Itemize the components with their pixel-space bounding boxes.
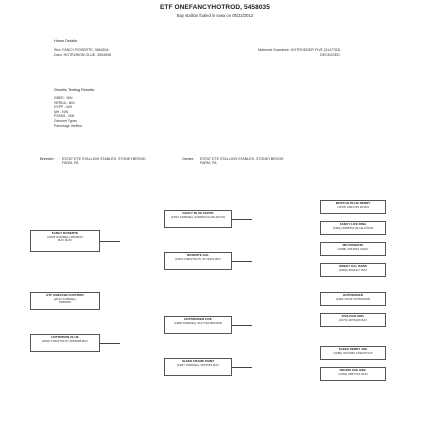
genetic-test-line: HERDA - N/N <box>54 100 75 105</box>
pedigree-dam <box>30 334 100 352</box>
genetic-test-line: GBED - N/N <box>54 96 73 100</box>
horse-info: (1981) 3068451 BLUE ROAN <box>332 225 374 230</box>
horse-info: (1982) 2933417 BAY <box>338 267 368 272</box>
pedigree-gen4-2 <box>320 221 386 235</box>
genetic-testing-list <box>54 96 82 128</box>
horse-name: ETF ONEFANCYHOTROD <box>46 293 84 297</box>
horse-info: (1981) 3031745 BROWN <box>335 296 371 301</box>
horse-info: (1994 SORREL) 3160843 ALOE ROAN <box>170 214 226 219</box>
horse-name: FANCY LIFE RINA <box>339 222 367 226</box>
genetic-test-line: Parentage Verified <box>54 123 82 128</box>
horse-name: ROUND ACE GIRL <box>339 368 367 372</box>
horse-name: MOSTLIE BLUE BERRY <box>335 201 371 205</box>
pedigree-gen4-7 <box>320 346 386 360</box>
horse-info: (2003 SORREL) 3864534 <box>47 234 83 239</box>
horse-name: MR ROSERTE <box>342 243 364 247</box>
horse-info: (1993 CHESTNUT) 3172541 BAY <box>174 256 222 261</box>
horse-info: BAY RUN <box>58 238 72 243</box>
pedigree-subject <box>30 292 100 310</box>
horse-name: HOTRODDER FIVE <box>184 317 212 321</box>
pedigree-gen3-1 <box>164 210 232 228</box>
horse-details-line-2: Dam: HOTROBON OLUE, 3054598 <box>54 53 112 57</box>
breeder-value: ESTAT ETE STALLION STABLES, STONEYBROOK FARM, PA <box>62 157 146 166</box>
horse-details-line-3-sub: DECEASED <box>320 53 340 57</box>
pedigree-connector <box>232 219 252 220</box>
horse-info: (1988 SORREL) 3147763 BROWN <box>173 320 223 325</box>
pedigree-connector <box>100 241 120 242</box>
pedigree-sire <box>30 230 100 252</box>
horse-name: SLEEK FRAME PAINT <box>181 359 215 363</box>
pedigree-gen3-4 <box>164 358 232 376</box>
horse-details-line-1: Sire: FANCY ROSERTE, 3864534 <box>54 48 109 52</box>
pedigree-connector <box>232 261 252 262</box>
horse-name: HOTROBON OLUE <box>51 335 79 339</box>
pedigree-gen4-6 <box>320 313 386 327</box>
horse-info: (1980) 3014582 CHESTNUT <box>333 350 373 355</box>
genetic-test-line: MH - N/N <box>54 109 69 114</box>
pedigree-gen3-2 <box>164 252 232 270</box>
horse-info: (2000 CHESTNUT) 3054598 BAY <box>41 338 89 343</box>
horse-details-line-3: Maternal Grandsire: HOTRODDER FIVE (3147763) <box>258 48 341 52</box>
genetic-test-line: Genome Types <box>54 118 77 123</box>
page-title: ETF ONEFANCYHOTROD, 5458035 <box>160 4 270 11</box>
genetic-testing-heading: Genetic Testing Results: <box>54 88 95 92</box>
owner-value: ESTAT ETE STALLION STABLES, STONEYBROOK FARM, PA <box>200 157 284 166</box>
pedigree-gen4-1 <box>320 200 386 214</box>
pedigree-gen4-3 <box>320 242 386 256</box>
genetic-test-line: PSSM1 - N/N <box>54 114 75 119</box>
genetic-test-line: HYPP - N/H <box>54 105 73 110</box>
horse-info: (1987 SORREL) 3097651 BAY <box>176 362 220 367</box>
pedigree-gen4-4 <box>320 263 386 277</box>
horse-name: SLEEK PERRY JOE <box>338 347 368 351</box>
horse-name: FANCY ROSERTE <box>51 231 79 235</box>
horse-info: 5458035 <box>58 300 72 305</box>
pedigree-gen4-8 <box>320 367 386 381</box>
horse-info: (1979) 2876203 BAY <box>338 317 368 322</box>
page-subtitle: Bay stallion foaled in Iowa on 05/22/2012 <box>176 13 254 18</box>
horse-name: ROSERTE GAL <box>186 253 210 257</box>
horse-info: (1986) 3044581 GRAY <box>337 246 369 251</box>
horse-name: FANCY BLUE CERTE <box>182 211 214 215</box>
horse-name: HOTRODDER <box>343 293 363 297</box>
horse-name: FIVE BAR GIRL <box>341 314 365 318</box>
owner-label: Owner: <box>182 157 195 161</box>
pedigree-gen4-5 <box>320 292 386 306</box>
pedigree-gen3-3 <box>164 316 232 334</box>
horse-details-heading: Horse Details: <box>54 39 78 43</box>
pedigree-connector <box>100 343 120 344</box>
horse-info: (1983) 2957701 DUN <box>338 371 368 376</box>
horse-name: SWEET GAL BARS <box>339 264 367 268</box>
horse-info: (2012 SORREL) <box>53 296 77 301</box>
pedigree-connector <box>232 325 252 326</box>
pedigree-connector <box>232 367 252 368</box>
horse-info: (1978) 2901784 ROAN <box>337 204 369 209</box>
breeder-label: Breeder: <box>40 157 55 161</box>
